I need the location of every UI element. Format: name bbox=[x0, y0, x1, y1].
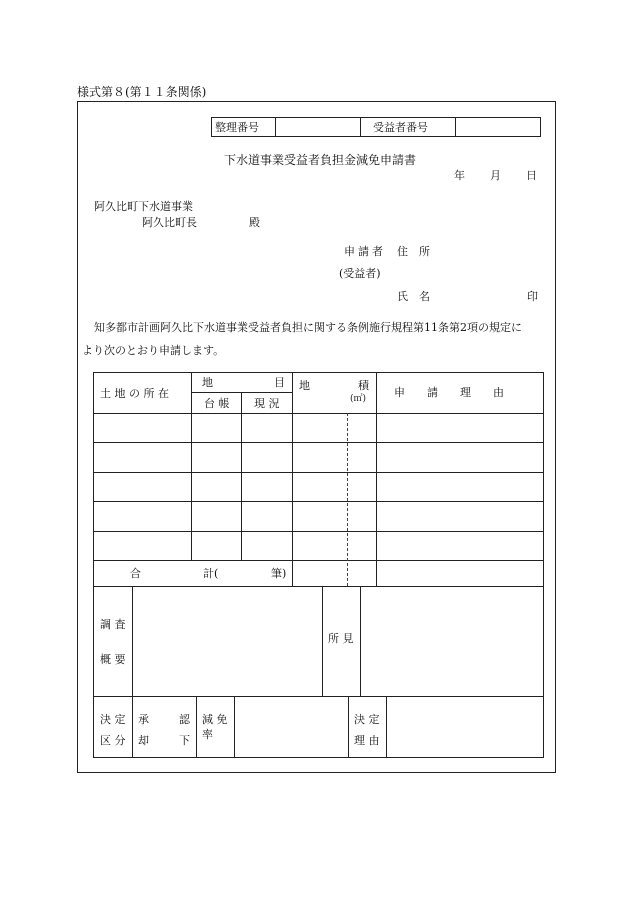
applicant-role: 申請者 bbox=[344, 245, 386, 258]
form-reference: 様式第８(第１１条関係) bbox=[77, 85, 207, 99]
applicant-role-alt: (受益者) bbox=[339, 267, 381, 280]
mgmt-number-field[interactable] bbox=[276, 118, 361, 137]
body-line-2: より次のとおり申請します。 bbox=[82, 344, 225, 357]
land-category-char-2: 目 bbox=[274, 376, 285, 389]
location-header: 土 地 の 所 在 bbox=[100, 387, 169, 400]
mgmt-number-label: 整理番号 bbox=[212, 118, 276, 137]
survey-box bbox=[93, 586, 544, 697]
addressee-line1: 阿久比町下水道事業 bbox=[94, 200, 193, 213]
decision-label-2: 区 分 bbox=[100, 734, 126, 747]
reject-char-b: 下 bbox=[179, 734, 190, 747]
beneficiary-number-field[interactable] bbox=[456, 118, 541, 137]
current-header: 現 況 bbox=[254, 397, 280, 410]
land-category-char-1: 地 bbox=[202, 376, 213, 389]
date-year-label: 年 bbox=[454, 169, 465, 182]
number-table bbox=[211, 117, 541, 137]
total-label-c: 筆) bbox=[271, 567, 287, 580]
decision-reason-label-2: 理 由 bbox=[354, 734, 380, 747]
date-month-label: 月 bbox=[490, 169, 501, 182]
decision-box bbox=[93, 696, 544, 758]
reduction-rate-label-2: 率 bbox=[202, 728, 213, 741]
land-table bbox=[93, 372, 544, 587]
form-title: 下水道事業受益者負担金減免申請書 bbox=[224, 153, 417, 167]
opinion-label: 所 見 bbox=[328, 632, 354, 645]
area-unit: (㎡) bbox=[350, 394, 367, 404]
reject-char-a: 却 bbox=[138, 734, 149, 747]
area-char-2: 積 bbox=[358, 379, 369, 392]
decision-label-1: 決 定 bbox=[100, 713, 126, 726]
survey-label-1: 調 査 bbox=[100, 618, 126, 631]
applicant-name-label: 氏 名 bbox=[397, 290, 430, 303]
approve-char-a: 承 bbox=[138, 713, 149, 726]
date-day-label: 日 bbox=[526, 169, 537, 182]
reduction-rate-label-1: 減 免 bbox=[202, 713, 228, 726]
addressee-honorific: 殿 bbox=[249, 216, 260, 229]
total-label-a: 合 bbox=[130, 567, 141, 580]
area-char-1: 地 bbox=[299, 379, 310, 392]
total-label-b: 計( bbox=[203, 567, 219, 580]
applicant-address-label: 住 所 bbox=[397, 245, 430, 258]
survey-label-2: 概 要 bbox=[100, 653, 126, 666]
seal-mark: 印 bbox=[527, 290, 538, 303]
ledger-header: 台 帳 bbox=[204, 397, 230, 410]
decision-reason-label-1: 決 定 bbox=[354, 713, 380, 726]
reason-header: 申 請 理 由 bbox=[394, 386, 504, 399]
beneficiary-number-label: 受益者番号 bbox=[361, 118, 456, 137]
addressee-line2: 阿久比町長 bbox=[142, 216, 197, 229]
approve-char-b: 認 bbox=[179, 713, 190, 726]
body-line-1: 知多都市計画阿久比下水道事業受益者負担に関する条例施行規程第11条第2項の規定に bbox=[94, 321, 522, 334]
